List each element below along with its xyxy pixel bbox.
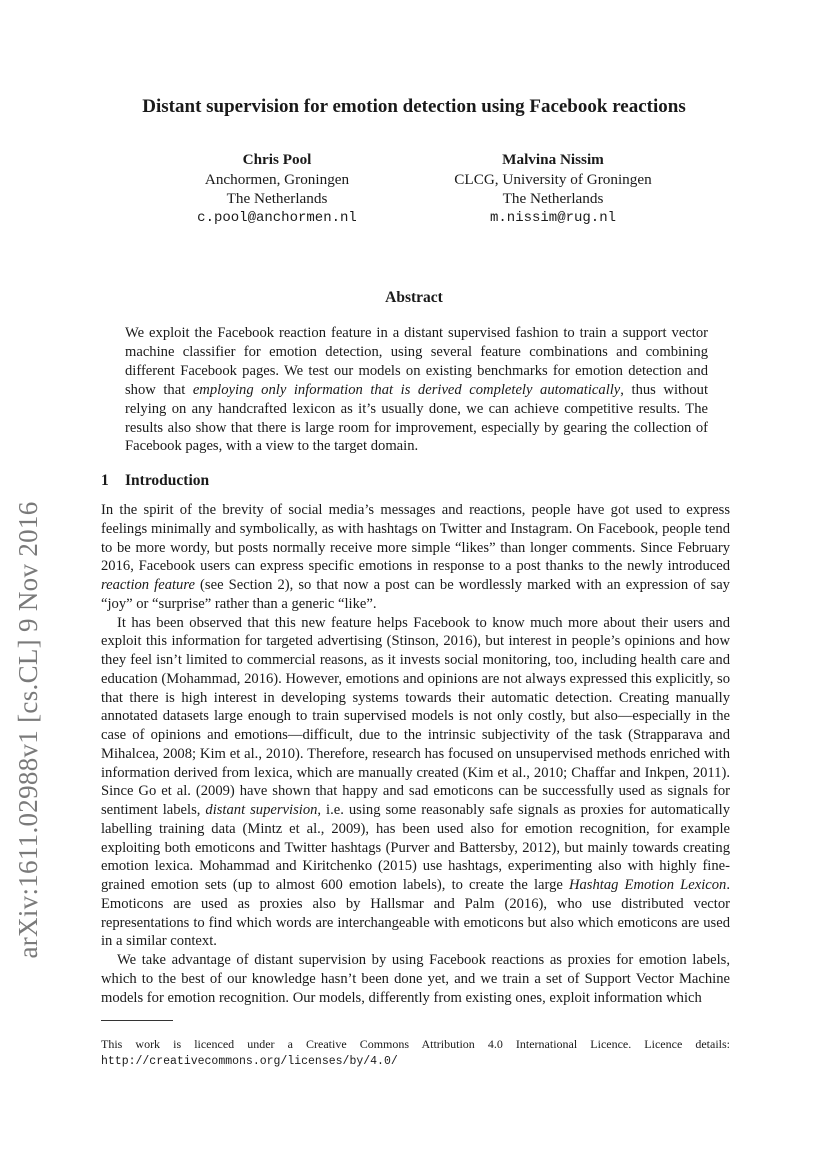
section-number: 1 — [101, 472, 109, 489]
section-title: Introduction — [125, 472, 210, 489]
abstract-emphasis: employing only information that is derived completely automatically — [192, 381, 621, 398]
abstract-heading: Abstract — [385, 289, 443, 306]
footnote-rule — [101, 1020, 173, 1021]
paragraph-text: It has been observed that this new feature helps Facebook to know much more about their users and exploit this information for targeted advertising (Stinson, 2016), but interest in people’s opinions and how they feel isn’t limited to commercial reasons, as it invests social monitoring, too, including health care and education (Mohammad, 2016). However, emotions and opinions are not always expressed this explicitly, so that there is high interest in developing systems towards their automatic detection. Creating manually annotated datasets large enough to train supervised models is not only costly, but also—especially in the case of opinions and emotions—difficult, due to the intrinsic subjectivity of the task (Strapparava and Mihalcea, 2008; Kim et al., 2010). Therefore, research has focused on unsupervised methods enriched with information derived from lexica, which are manually created (Kim et al., 2010; Chaffar and Inkpen, 2011). Since Go et al. (2009) have shown that happy and sad emoticons can be successfully used as signals for sentiment labels, — [101, 614, 730, 818]
footnote — [101, 1036, 730, 1070]
paragraph-emphasis: reaction feature — [101, 577, 195, 593]
author-country: The Netherlands — [226, 190, 328, 208]
paragraph-text: . Emoticons are used as proxies also by Hallsmar and Palm (2016), who use distributed vector representations to find which words are interchangeable with emoticons but also which emoticons are used in a similar context. — [101, 877, 730, 950]
paragraph-emphasis: Hashtag Emotion Lexicon — [568, 877, 727, 893]
body-text — [101, 501, 730, 1007]
author-name: Chris Pool — [242, 151, 312, 168]
paragraph — [101, 501, 730, 614]
paper-title: Distant supervision for emotion detection using Facebook reactions — [142, 96, 686, 117]
author-block-1 — [147, 150, 407, 228]
author-block-2 — [423, 150, 683, 228]
author-affiliation: Anchormen, Groningen — [204, 170, 350, 188]
author-name: Malvina Nissim — [502, 151, 604, 168]
paragraph-text: We take advantage of distant supervision by using Facebook reactions as proxies for emotion labels, which to the best of our knowledge hasn’t been done yet, and we train a set of Support Vector Machine models for emotion recognition. Our models, differently from existing ones, exploit information which — [101, 952, 730, 1006]
section-heading — [101, 472, 209, 490]
abstract-text: , thus without relying on any handcrafted lexicon as it’s usually done, we can achieve competitive results. The results also show that there is large room for improvement, especially by gearing the collection of Facebook pages, with a view to the target domain. — [125, 381, 708, 455]
footnote-link[interactable]: http://creativecommons.org/licenses/by/4.0/ — [101, 1055, 398, 1068]
abstract-body — [125, 324, 708, 456]
paragraph-text: In the spirit of the brevity of social media’s messages and reactions, people have got used to express feelings minimally and symbolically, as with hashtags on Twitter and Instagram. On Facebook, people tend to be more wordy, but posts normally receive more simple “likes” than longer comments. Since February 2016, Facebook users can express specific emotions in response to a post thanks to the newly introduced — [101, 502, 730, 575]
paragraph — [101, 614, 730, 952]
author-affiliation: CLCG, University of Groningen — [454, 170, 652, 188]
author-email[interactable]: c.pool@anchormen.nl — [197, 209, 357, 226]
paragraph-text: (see Section 2), so that now a post can be wordlessly marked with an expression of say “joy” or “surprise” rather than a generic “like”. — [101, 577, 730, 612]
author-country: The Netherlands — [502, 190, 604, 208]
arxiv-stamp: arXiv:1611.02988v1 [cs.CL] 9 Nov 2016 — [13, 501, 43, 959]
footnote-text: This work is licenced under a Creative Commons Attribution 4.0 International Licence. Licence details: — [101, 1037, 730, 1051]
paragraph-text: , i.e. using some reasonably safe signals as proxies for automatically labelling training data (Mintz et al., 2009), has been used also for emotion recognition, for example exploiting both emoticons and Twitter hashtags (Purver and Battersby, 2012), but mainly towards creating emotion lexica. Mohammad and Kiritchenko (2015) use hashtags, experimenting also with highly fine-grained emotion sets (up to almost 600 emotion labels), to create the large — [101, 802, 730, 893]
paragraph — [101, 951, 730, 1007]
author-email[interactable]: m.nissim@rug.nl — [489, 209, 617, 226]
paragraph-emphasis: distant supervision — [205, 802, 318, 818]
abstract-text: We exploit the Facebook reaction feature in a distant supervised fashion to train a support vector machine classifier for emotion detection, using several feature combinations and combining different Facebook pages. We test our models on existing benchmarks for emotion detection and show that — [125, 325, 708, 398]
